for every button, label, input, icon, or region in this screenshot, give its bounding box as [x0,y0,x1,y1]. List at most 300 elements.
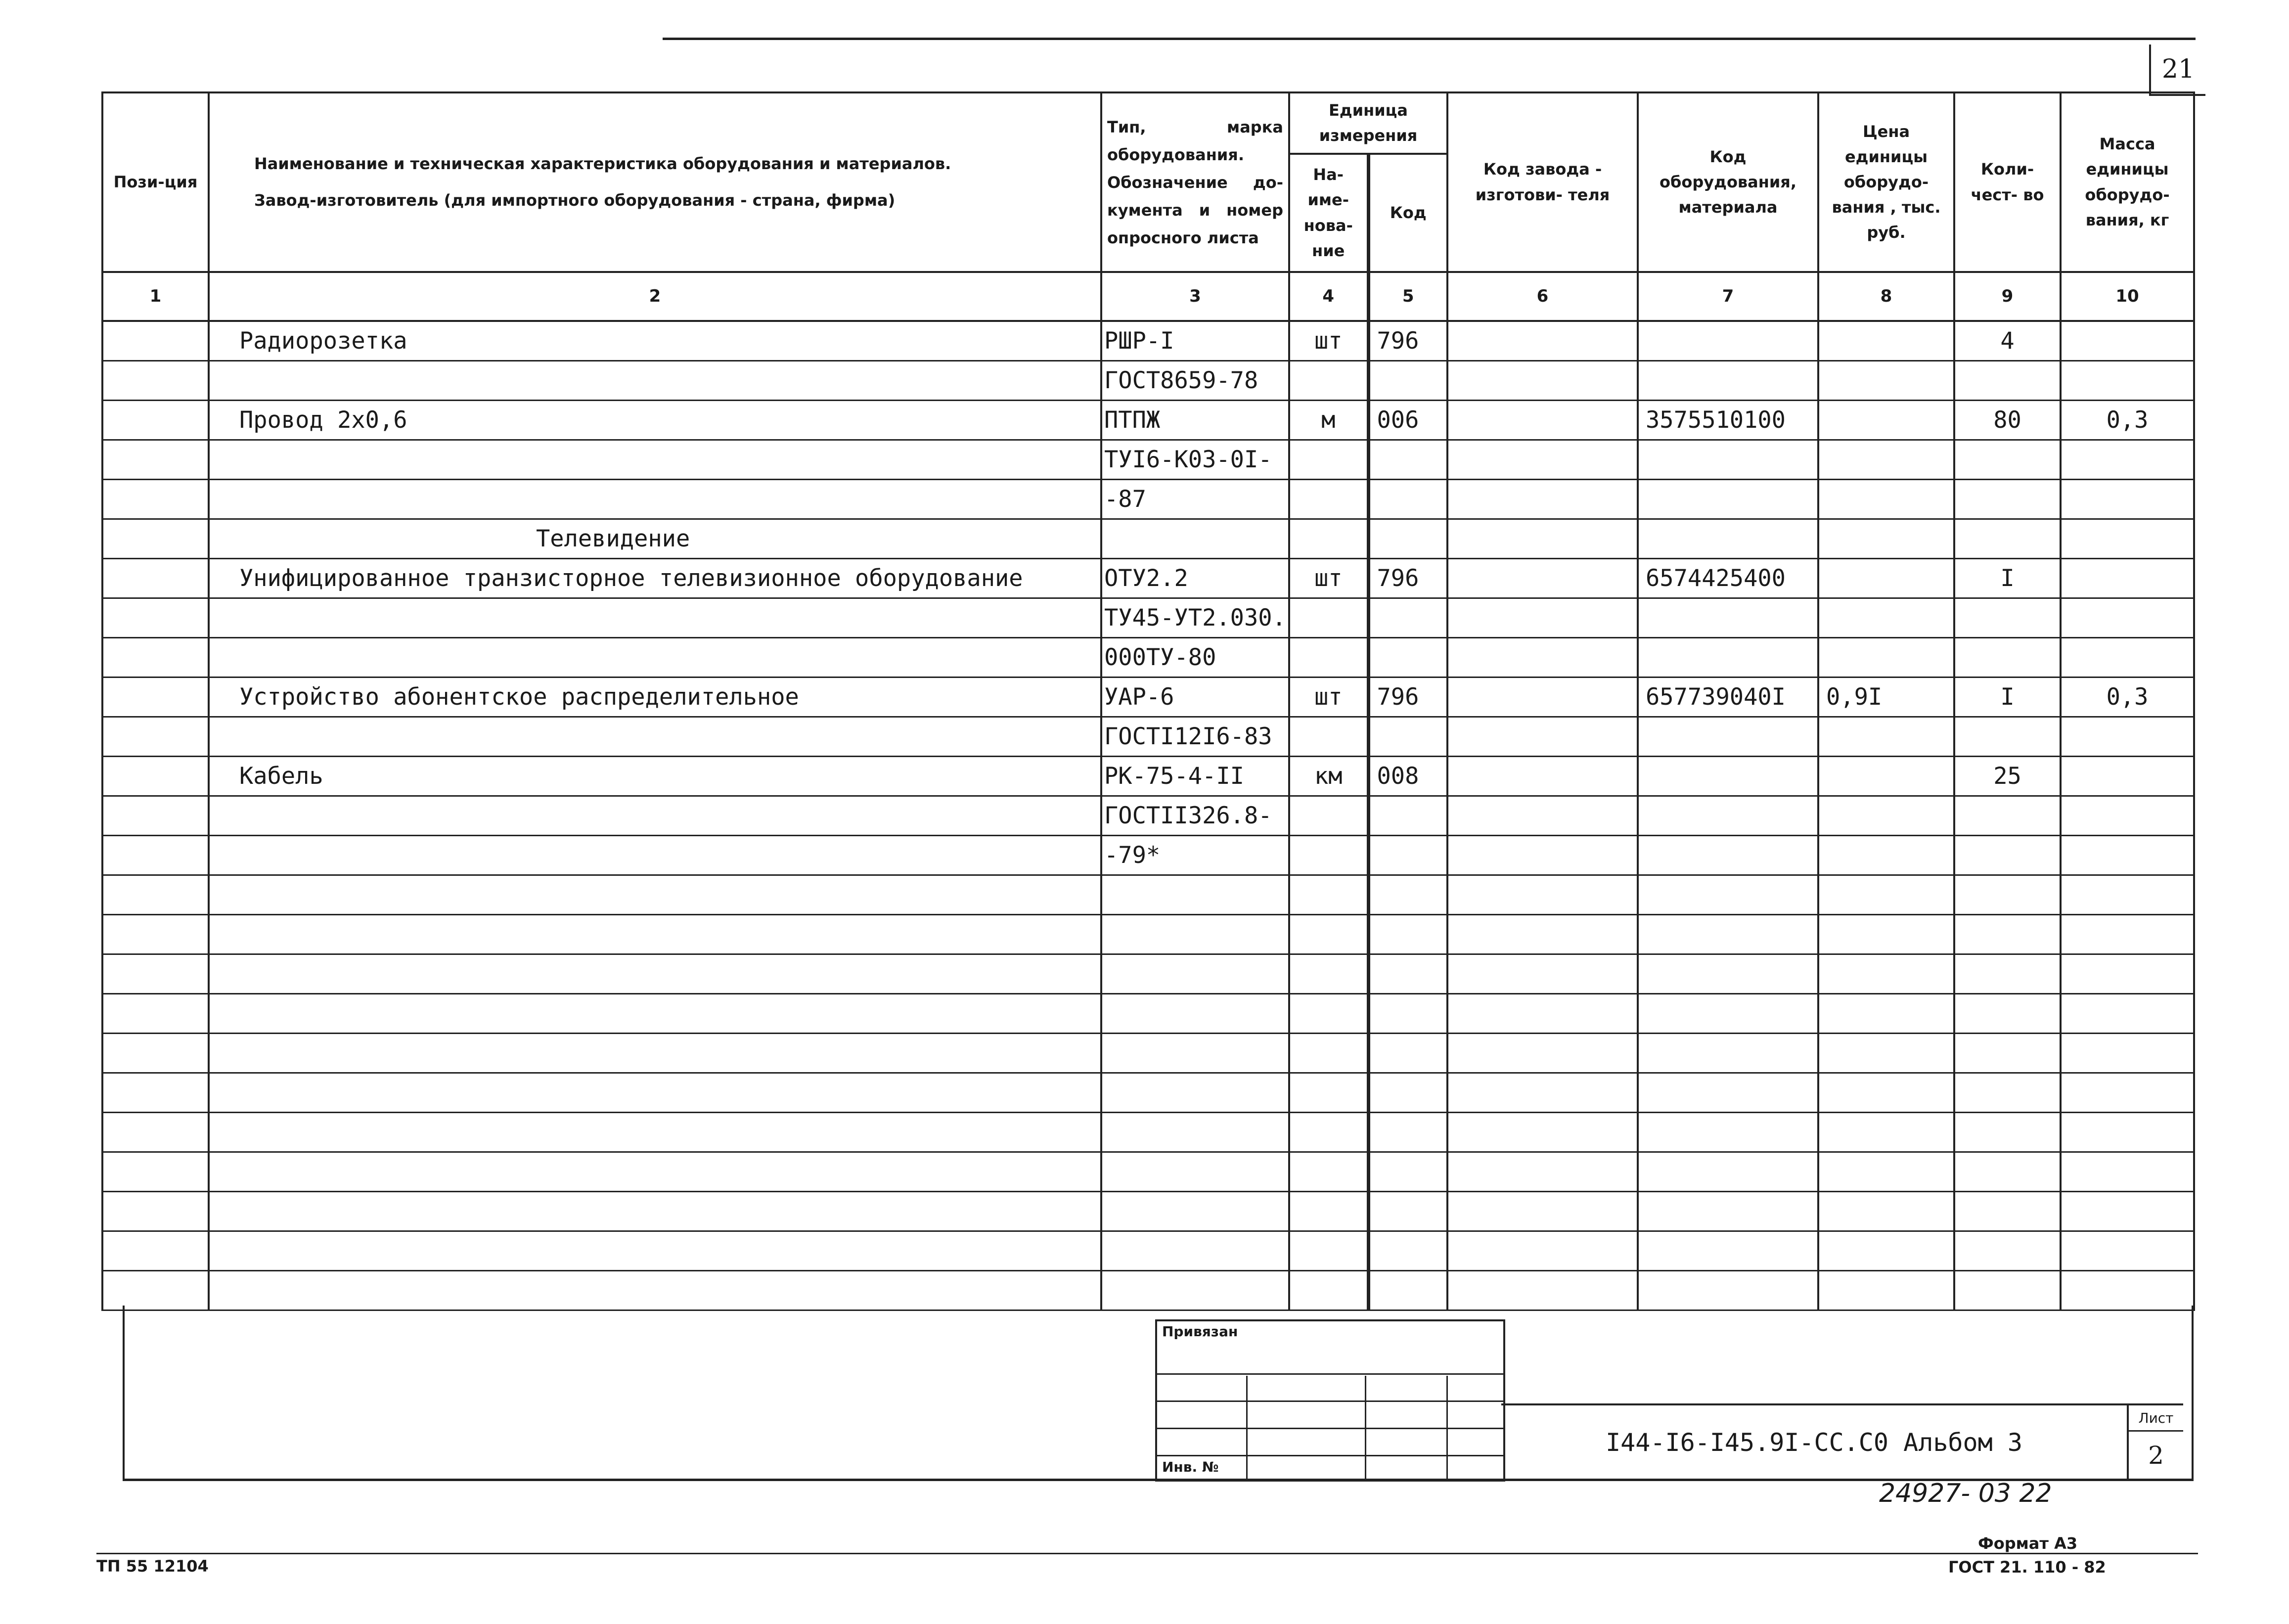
cell-unit-code [1368,1192,1447,1231]
cell-unit: шт [1289,559,1368,598]
cell-unit-code [1368,915,1447,954]
cell-plant [1447,1192,1638,1231]
cell-mass [2061,1073,2194,1113]
cell-mass [2061,915,2194,954]
cell-code [1638,519,1818,559]
document-designation: I44-I6-I45.9I-СС.С0 Альбом 3 [1501,1403,2127,1480]
cell-qty [1954,796,2061,836]
cell-mass [2061,836,2194,875]
cell-price [1818,1271,1954,1310]
cell-name: Устройство абонентское распределительное [209,677,1101,717]
gost-label: ГОСТ 21. 110 - 82 [1948,1558,2106,1577]
header-position: Пози-ция [102,92,209,272]
cell-price [1818,915,1954,954]
col-number: 4 [1289,272,1368,321]
cell-unit-code [1368,519,1447,559]
cell-pos [102,1192,209,1231]
cell-type [1101,915,1289,954]
cell-mass [2061,1034,2194,1073]
cell-unit [1289,1113,1368,1152]
stamp-line [1157,1373,1503,1375]
cell-unit-code [1368,717,1447,757]
cell-unit [1289,638,1368,677]
header-unit-code: Код [1368,154,1447,272]
sheet-number: 2 [2148,1441,2164,1470]
table-row [102,1192,2194,1231]
cell-unit [1289,1073,1368,1113]
cell-unit: км [1289,757,1368,796]
cell-code [1638,796,1818,836]
cell-name [209,954,1101,994]
cell-price [1818,796,1954,836]
cell-type: РШР-I [1101,321,1289,361]
cell-code [1638,994,1818,1034]
cell-plant [1447,1034,1638,1073]
cell-code [1638,1073,1818,1113]
table-row [102,598,2194,638]
cell-pos [102,677,209,717]
top-border-line [663,38,2196,40]
cell-name [209,1034,1101,1073]
cell-unit [1289,480,1368,519]
cell-name [209,994,1101,1034]
cell-type: ОТУ2.2 [1101,559,1289,598]
cell-mass [2061,875,2194,915]
cell-unit-code [1368,796,1447,836]
cell-pos [102,519,209,559]
cell-code [1638,598,1818,638]
cell-qty [1954,361,2061,401]
cell-code [1638,1034,1818,1073]
cell-qty [1954,954,2061,994]
cell-unit [1289,519,1368,559]
cell-price: 0,9I [1818,677,1954,717]
cell-qty: 25 [1954,757,2061,796]
cell-price [1818,1034,1954,1073]
col-number: 7 [1638,272,1818,321]
cell-unit [1289,875,1368,915]
cell-qty [1954,480,2061,519]
cell-type [1101,1152,1289,1192]
cell-unit-code: 796 [1368,559,1447,598]
sheet-label: Лист [2129,1405,2183,1432]
cell-qty [1954,1152,2061,1192]
table-row [102,677,2194,717]
col-number: 10 [2061,272,2194,321]
cell-type: РК-75-4-II [1101,757,1289,796]
cell-mass [2061,321,2194,361]
cell-plant [1447,875,1638,915]
table-row [102,1113,2194,1152]
cell-name [209,875,1101,915]
table-row [102,638,2194,677]
cell-qty [1954,1073,2061,1113]
tp-code: ТП 55 12104 [96,1557,209,1576]
table-row [102,757,2194,796]
cell-mass [2061,519,2194,559]
cell-code [1638,440,1818,480]
cell-mass [2061,1231,2194,1271]
cell-mass [2061,757,2194,796]
cell-unit [1289,1231,1368,1271]
cell-unit [1289,717,1368,757]
cell-name [209,440,1101,480]
cell-type: ПТПЖ [1101,401,1289,440]
cell-plant [1447,796,1638,836]
cell-code [1638,954,1818,994]
cell-mass [2061,638,2194,677]
cell-unit: м [1289,401,1368,440]
cell-name: Радиорозетка [209,321,1101,361]
stamp-line [1157,1400,1503,1402]
cell-price [1818,1113,1954,1152]
cell-plant [1447,321,1638,361]
stamp-line [1157,1428,1503,1429]
cell-price [1818,757,1954,796]
cell-pos [102,440,209,480]
stamp-line [1365,1376,1366,1480]
cell-qty [1954,994,2061,1034]
cell-code: 3575510100 [1638,401,1818,440]
cell-price [1818,717,1954,757]
cell-code [1638,638,1818,677]
header-equipment-code: Код оборудования, материала [1638,92,1818,272]
cell-mass [2061,994,2194,1034]
cell-type [1101,1113,1289,1152]
cell-unit-code [1368,1152,1447,1192]
specification-table [101,91,2195,1311]
cell-code [1638,361,1818,401]
cell-qty [1954,1231,2061,1271]
cell-unit [1289,796,1368,836]
table-row [102,1271,2194,1310]
cell-plant [1447,559,1638,598]
cell-plant [1447,1113,1638,1152]
cell-code [1638,875,1818,915]
cell-type: УАР-6 [1101,677,1289,717]
cell-code [1638,1152,1818,1192]
cell-unit [1289,1271,1368,1310]
cell-unit: шт [1289,321,1368,361]
cell-price [1818,954,1954,994]
cell-price [1818,1231,1954,1271]
header-type: Тип, марка оборудования. Обозначение до- кумента и номер опросного листа [1101,92,1289,272]
cell-mass: 0,3 [2061,401,2194,440]
cell-name [209,1271,1101,1310]
col-number: 6 [1447,272,1638,321]
cell-mass [2061,1271,2194,1310]
cell-price [1818,598,1954,638]
cell-unit-code [1368,954,1447,994]
cell-plant [1447,519,1638,559]
table-header [102,92,2194,321]
cell-pos [102,361,209,401]
cell-unit-code [1368,1113,1447,1152]
cell-unit-code: 796 [1368,677,1447,717]
cell-mass [2061,559,2194,598]
cell-price [1818,321,1954,361]
cell-plant [1447,361,1638,401]
cell-name [209,1152,1101,1192]
cell-price [1818,1152,1954,1192]
cell-pos [102,757,209,796]
cell-pos [102,717,209,757]
cell-plant [1447,1271,1638,1310]
cell-price [1818,361,1954,401]
cell-unit-code [1368,1034,1447,1073]
table-row [102,401,2194,440]
cell-name [209,796,1101,836]
cell-pos [102,638,209,677]
cell-type [1101,875,1289,915]
cell-plant [1447,994,1638,1034]
linked-label: Привязан [1162,1323,1238,1340]
cell-code [1638,1231,1818,1271]
cell-code: 657739040I [1638,677,1818,717]
col-number: 3 [1101,272,1289,321]
cell-unit-code [1368,480,1447,519]
format-label: Формат А3 [1978,1534,2078,1553]
cell-type: ГОСТ8659-78 [1101,361,1289,401]
table-row [102,559,2194,598]
cell-mass [2061,361,2194,401]
cell-pos [102,480,209,519]
header-unit-name: На-име-нова-ние [1289,154,1368,272]
header-quantity: Коли- чест- во [1954,92,2061,272]
stamp-line [1157,1455,1503,1456]
cell-plant [1447,480,1638,519]
cell-unit [1289,836,1368,875]
cell-pos [102,954,209,994]
cell-pos [102,836,209,875]
cell-qty [1954,519,2061,559]
cell-unit-code: 008 [1368,757,1447,796]
cell-plant [1447,915,1638,954]
table-row [102,1073,2194,1113]
cell-name: Провод 2х0,6 [209,401,1101,440]
cell-pos [102,1034,209,1073]
table-row [102,321,2194,361]
cell-pos [102,321,209,361]
cell-plant [1447,598,1638,638]
cell-price [1818,1073,1954,1113]
cell-type: ГОСТII326.8- [1101,796,1289,836]
cell-qty [1954,1192,2061,1231]
table-row [102,1034,2194,1073]
cell-name: Унифицированное транзисторное телевизионное оборудование [209,559,1101,598]
cell-mass: 0,3 [2061,677,2194,717]
cell-type: -87 [1101,480,1289,519]
cell-pos [102,796,209,836]
stamp-line [1446,1376,1448,1480]
col-number: 8 [1818,272,1954,321]
cell-type [1101,994,1289,1034]
cell-code [1638,717,1818,757]
cell-unit-code [1368,1073,1447,1113]
cell-pos [102,598,209,638]
cell-price [1818,519,1954,559]
header-mass: Масса единицы оборудо- вания, кг [2061,92,2194,272]
table-row [102,717,2194,757]
table-row [102,1231,2194,1271]
cell-name [209,480,1101,519]
cell-code [1638,1113,1818,1152]
col-number: 2 [209,272,1101,321]
cell-code [1638,1192,1818,1231]
cell-qty [1954,717,2061,757]
table-row [102,361,2194,401]
cell-name: Кабель [209,757,1101,796]
table-row [102,875,2194,915]
table-row [102,1152,2194,1192]
cell-type [1101,1073,1289,1113]
cell-qty: I [1954,559,2061,598]
cell-name [209,836,1101,875]
cell-name [209,915,1101,954]
cell-unit-code [1368,836,1447,875]
cell-unit [1289,598,1368,638]
sheet-box [2127,1403,2183,1480]
table-row [102,796,2194,836]
cell-mass [2061,954,2194,994]
cell-pos [102,915,209,954]
cell-plant [1447,401,1638,440]
cell-name: Телевидение [209,519,1101,559]
cell-plant [1447,717,1638,757]
cell-qty: 4 [1954,321,2061,361]
cell-pos [102,1271,209,1310]
cell-mass [2061,717,2194,757]
stamp-line [1246,1376,1248,1480]
header-price: Цена единицы оборудо- вания , тыс. руб. [1818,92,1954,272]
cell-plant [1447,677,1638,717]
cell-price [1818,440,1954,480]
cell-plant [1447,1073,1638,1113]
cell-pos [102,1231,209,1271]
handwritten-number: 24927- 03 22 [1879,1479,2052,1508]
cell-price [1818,1192,1954,1231]
header-name-line1: Наименование и техническая характеристика оборудования и материалов. [254,154,951,173]
cell-unit [1289,440,1368,480]
cell-unit-code [1368,1271,1447,1310]
table-row [102,954,2194,994]
cell-plant [1447,1231,1638,1271]
cell-type [1101,1231,1289,1271]
cell-plant [1447,440,1638,480]
cell-mass [2061,796,2194,836]
col-number: 1 [102,272,209,321]
cell-qty: I [1954,677,2061,717]
table-row [102,519,2194,559]
cell-plant [1447,954,1638,994]
cell-pos [102,1152,209,1192]
cell-price [1818,401,1954,440]
cell-unit-code [1368,638,1447,677]
cell-type [1101,954,1289,994]
cell-qty [1954,875,2061,915]
cell-unit [1289,954,1368,994]
cell-mass [2061,598,2194,638]
cell-pos [102,1073,209,1113]
cell-type [1101,1034,1289,1073]
cell-qty [1954,836,2061,875]
cell-mass [2061,440,2194,480]
cell-pos [102,994,209,1034]
header-unit-group: Единица измерения [1289,92,1447,154]
cell-plant [1447,1152,1638,1192]
cell-code: 6574425400 [1638,559,1818,598]
cell-type [1101,1192,1289,1231]
cell-type [1101,1271,1289,1310]
cell-type: ГОСТI12I6-83 [1101,717,1289,757]
cell-type: 000ТУ-80 [1101,638,1289,677]
cell-unit [1289,915,1368,954]
cell-type: -79* [1101,836,1289,875]
cell-code [1638,1271,1818,1310]
cell-plant [1447,836,1638,875]
cell-price [1818,836,1954,875]
col-number: 5 [1368,272,1447,321]
cell-pos [102,401,209,440]
cell-mass [2061,1192,2194,1231]
cell-name [209,1231,1101,1271]
cell-type: ТУ45-УТ2.030. [1101,598,1289,638]
bottom-line [96,1553,2198,1554]
cell-price [1818,875,1954,915]
col-number: 9 [1954,272,2061,321]
cell-code [1638,321,1818,361]
cell-unit-code: 796 [1368,321,1447,361]
cell-type [1101,519,1289,559]
cell-unit-code [1368,361,1447,401]
cell-code [1638,757,1818,796]
cell-pos [102,875,209,915]
cell-name [209,1073,1101,1113]
cell-unit [1289,1192,1368,1231]
header-plant-code: Код завода - изготови- теля [1447,92,1638,272]
cell-unit-code [1368,598,1447,638]
cell-qty [1954,1034,2061,1073]
cell-qty [1954,598,2061,638]
cell-price [1818,638,1954,677]
cell-mass [2061,1152,2194,1192]
table-row [102,440,2194,480]
cell-code [1638,915,1818,954]
inventory-label: Инв. № [1162,1459,1219,1475]
cell-qty [1954,915,2061,954]
cell-plant [1447,757,1638,796]
cell-name [209,598,1101,638]
cell-name [209,1113,1101,1152]
cell-pos [102,559,209,598]
cell-price [1818,480,1954,519]
header-name [209,92,1101,272]
sheet-corner-number: 21 [2149,45,2205,96]
cell-price [1818,994,1954,1034]
cell-code [1638,836,1818,875]
cell-qty [1954,638,2061,677]
cell-mass [2061,480,2194,519]
cell-unit [1289,994,1368,1034]
cell-unit-code [1368,440,1447,480]
cell-price [1818,559,1954,598]
header-name-line2: Завод-изготовитель (для импортного оборудования - страна, фирма) [254,190,896,210]
cell-unit-code [1368,875,1447,915]
cell-pos [102,1113,209,1152]
cell-code [1638,480,1818,519]
cell-qty [1954,1271,2061,1310]
table-body [102,321,2194,1310]
